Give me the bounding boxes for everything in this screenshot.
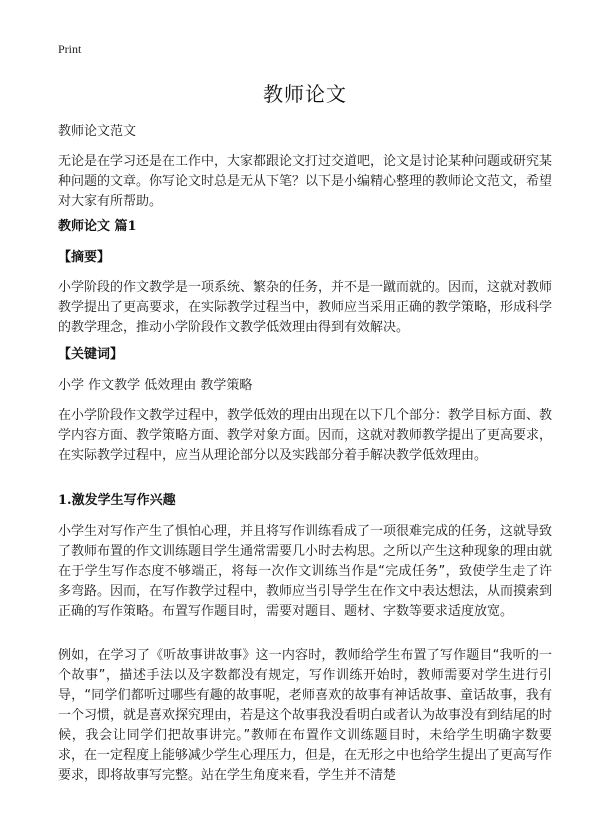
print-link[interactable]: Print <box>58 42 82 56</box>
body-paragraph-3: 例如，在学习了《听故事讲故事》这一内容时，教师给学生布置了写作题目“我听的一个故事”，描述手法以及字数都没有规定，写作训练开始时，教师需要对学生进行引导，“同学们都听过哪些有趣的故事呢，老师喜欢的故事有神话故事、童话故事，我有一个习惯，就是喜欢探究理由，若是这个故事我没看明白或者认为故事没有到结尾的时候，我会让同学们把故事讲完。”教师在布置作文训练题目时，未给学生明确字数要求，在一定程度上能够减少学生心理压力，但是，在无形之中也给学生提出了更高写作要求，即将故事写完整。站在学生角度来看，学生并不清楚 <box>58 648 553 783</box>
article-subtitle: 教师论文范文 <box>58 124 137 139</box>
intro-paragraph: 无论是在学习还是在工作中，大家都跟论文打过交道吧，论文是讨论某种问题或研究某种问题的文章。你写论文时总是无从下笔？以下是小编精心整理的教师论文范文，希望对大家有所帮助。 <box>58 154 553 209</box>
abstract-heading: 【摘要】 <box>58 250 111 265</box>
abstract-paragraph: 小学阶段的作文教学是一项系统、繁杂的任务，并不是一蹴而就的。因而，这就对教师教学提出了更高要求，在实际教学过程当中，教师应当采用正确的教学策略，形成科学的教学理念，推动小学阶段作文教学低效理由得到有效解决。 <box>58 280 553 335</box>
keywords-paragraph: 小学 作文教学 低效理由 教学策略 <box>58 378 253 393</box>
section-title: 教师论文 篇1 <box>58 219 137 234</box>
subheading-1: 1.激发学生写作兴趣 <box>58 493 176 508</box>
body-paragraph-1: 在小学阶段作文教学过程中，教学低效的理由出现在以下几个部分：教学目标方面、教学内容方面、教学策略方面、教学对象方面。因而，这就对教师教学提出了更高要求，在实际教学过程中，应当从理论部分以及实践部分着手解决教学低效理由。 <box>58 408 553 463</box>
keywords-heading: 【关键词】 <box>58 347 124 362</box>
body-paragraph-2: 小学生对写作产生了惧怕心理，并且将写作训练看成了一项很难完成的任务，这就导致了教师布置的作文训练题目学生通常需要几小时去构思。之所以产生这种现象的理由就在于学生写作态度不够端正，将每一次作文训练当作是“完成任务”，致使学生走了许多弯路。因而，在写作教学过程中，教师应当引导学生在作文中表达想法，从而摸索到正确的写作策略。布置写作题目时，需要对题目、题材、字数等要求适度放宽。 <box>58 524 553 619</box>
page-title: 教师论文 <box>263 82 347 106</box>
